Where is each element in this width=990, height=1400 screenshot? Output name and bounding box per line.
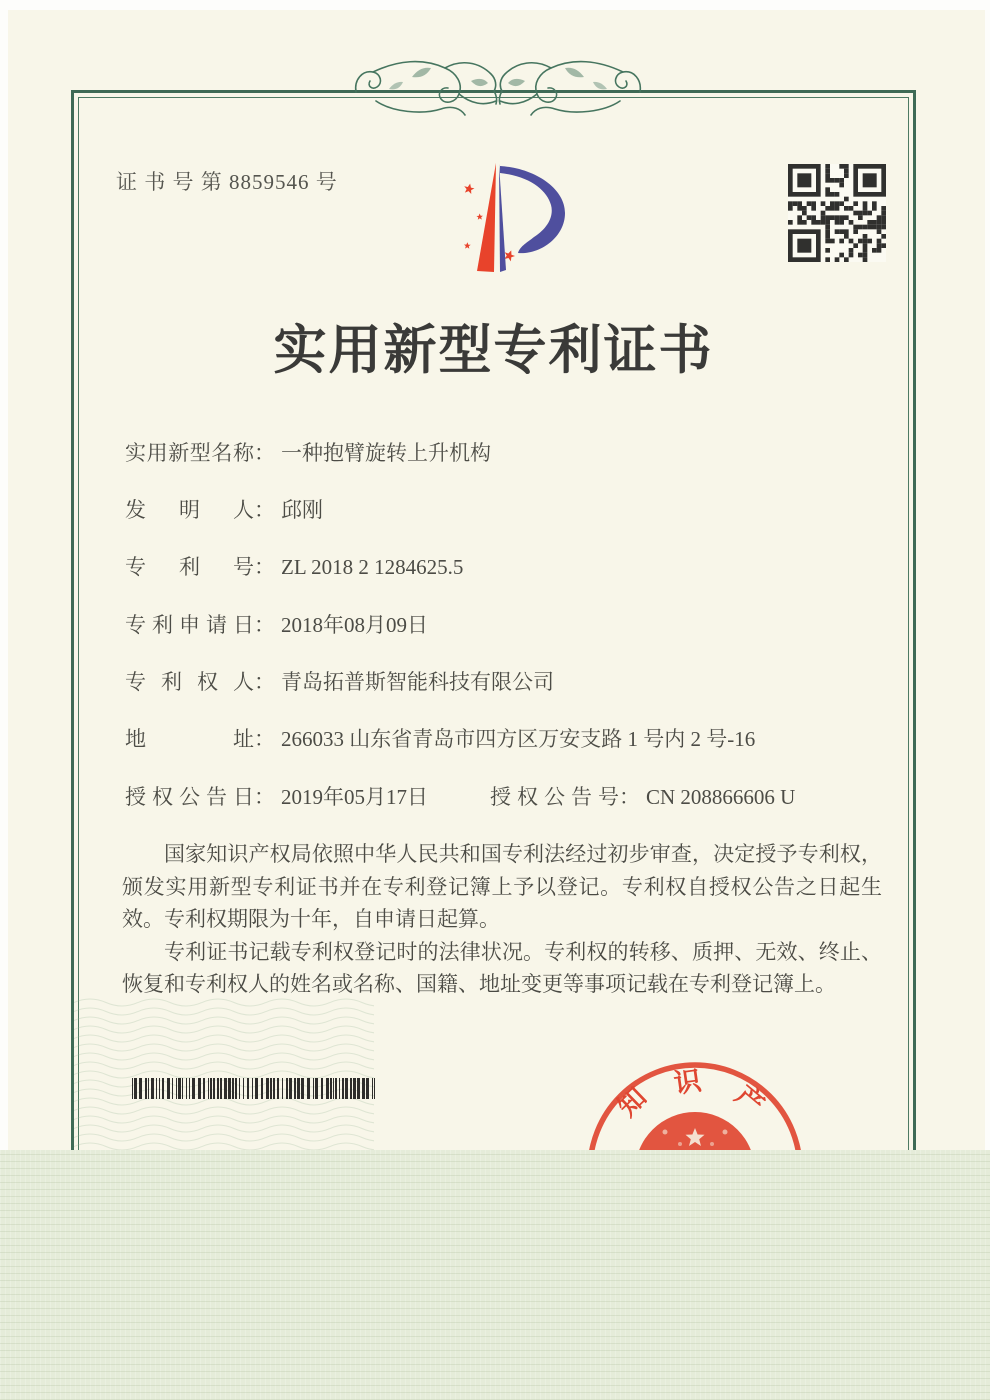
guilloche-pattern xyxy=(74,998,374,1150)
certificate-number: 证 书 号 第 8859546 号 xyxy=(116,170,338,194)
field-address xyxy=(125,723,890,753)
field-value: 一种抱臂旋转上升机构 xyxy=(281,441,491,465)
field-grant-number xyxy=(490,781,795,811)
colon: ： xyxy=(254,555,275,579)
official-seal xyxy=(560,1040,840,1150)
colon: ： xyxy=(619,785,640,809)
colon: ： xyxy=(254,613,275,637)
barcode xyxy=(132,1078,380,1099)
colon: ： xyxy=(254,498,275,522)
field-label: 专利号 xyxy=(125,555,254,579)
field-value: 2018年08月09日 xyxy=(281,613,428,637)
paragraph-register-statement: 专利证书记载专利权登记时的法律状况。专利权的转移、质押、无效、终止、恢复和专利权人的姓名或名称、国籍、地址变更等事项记载在专利登记簿上。 xyxy=(122,939,882,997)
cnipa-logo-icon xyxy=(424,158,574,280)
paragraph-grant-statement: 国家知识产权局依照中华人民共和国专利法经过初步审查，决定授予专利权，颁发实用新型专利证书并在专利登记簿上予以登记。专利权自授权公告之日起生效。专利权期限为十年，自申请日起算。 xyxy=(122,842,882,932)
certificate-title: 实用新型专利证书 xyxy=(273,322,714,380)
field-value: 266033 山东省青岛市四方区万安支路 1 号内 2 号-16 xyxy=(281,727,756,751)
scanner-background-band xyxy=(0,1150,990,1400)
field-label: 专利权人 xyxy=(125,670,254,694)
field-inventor xyxy=(125,494,890,524)
field-patent-number xyxy=(125,551,890,581)
green-flourish-icon xyxy=(352,56,644,122)
colon: ： xyxy=(254,727,275,751)
field-grant-date xyxy=(125,781,890,811)
colon: ： xyxy=(254,441,275,465)
legal-text xyxy=(122,838,882,1001)
seal-char: 识 xyxy=(672,1065,704,1099)
field-label: 授权公告号 xyxy=(490,785,619,809)
field-label: 授权公告日 xyxy=(125,785,254,809)
field-value: CN 208866606 U xyxy=(646,785,796,809)
field-label: 专利申请日 xyxy=(125,613,254,637)
qr-code xyxy=(788,164,886,262)
field-label: 地址 xyxy=(125,727,254,751)
seal-char: 知 xyxy=(611,1081,653,1123)
field-utility-model-name xyxy=(125,437,890,467)
colon: ： xyxy=(254,670,275,694)
seal-char: 产 xyxy=(729,1079,770,1121)
colon: ： xyxy=(254,785,275,809)
field-value: 邱刚 xyxy=(281,498,323,522)
field-value: 青岛拓普斯智能科技有限公司 xyxy=(281,670,554,694)
field-value: 2019年05月17日 xyxy=(281,785,428,809)
field-value: ZL 2018 2 1284625.5 xyxy=(281,555,464,579)
field-label: 实用新型名称 xyxy=(125,441,254,465)
field-filing-date xyxy=(125,609,890,639)
field-patentee xyxy=(125,666,890,696)
field-label: 发明人 xyxy=(125,498,254,522)
